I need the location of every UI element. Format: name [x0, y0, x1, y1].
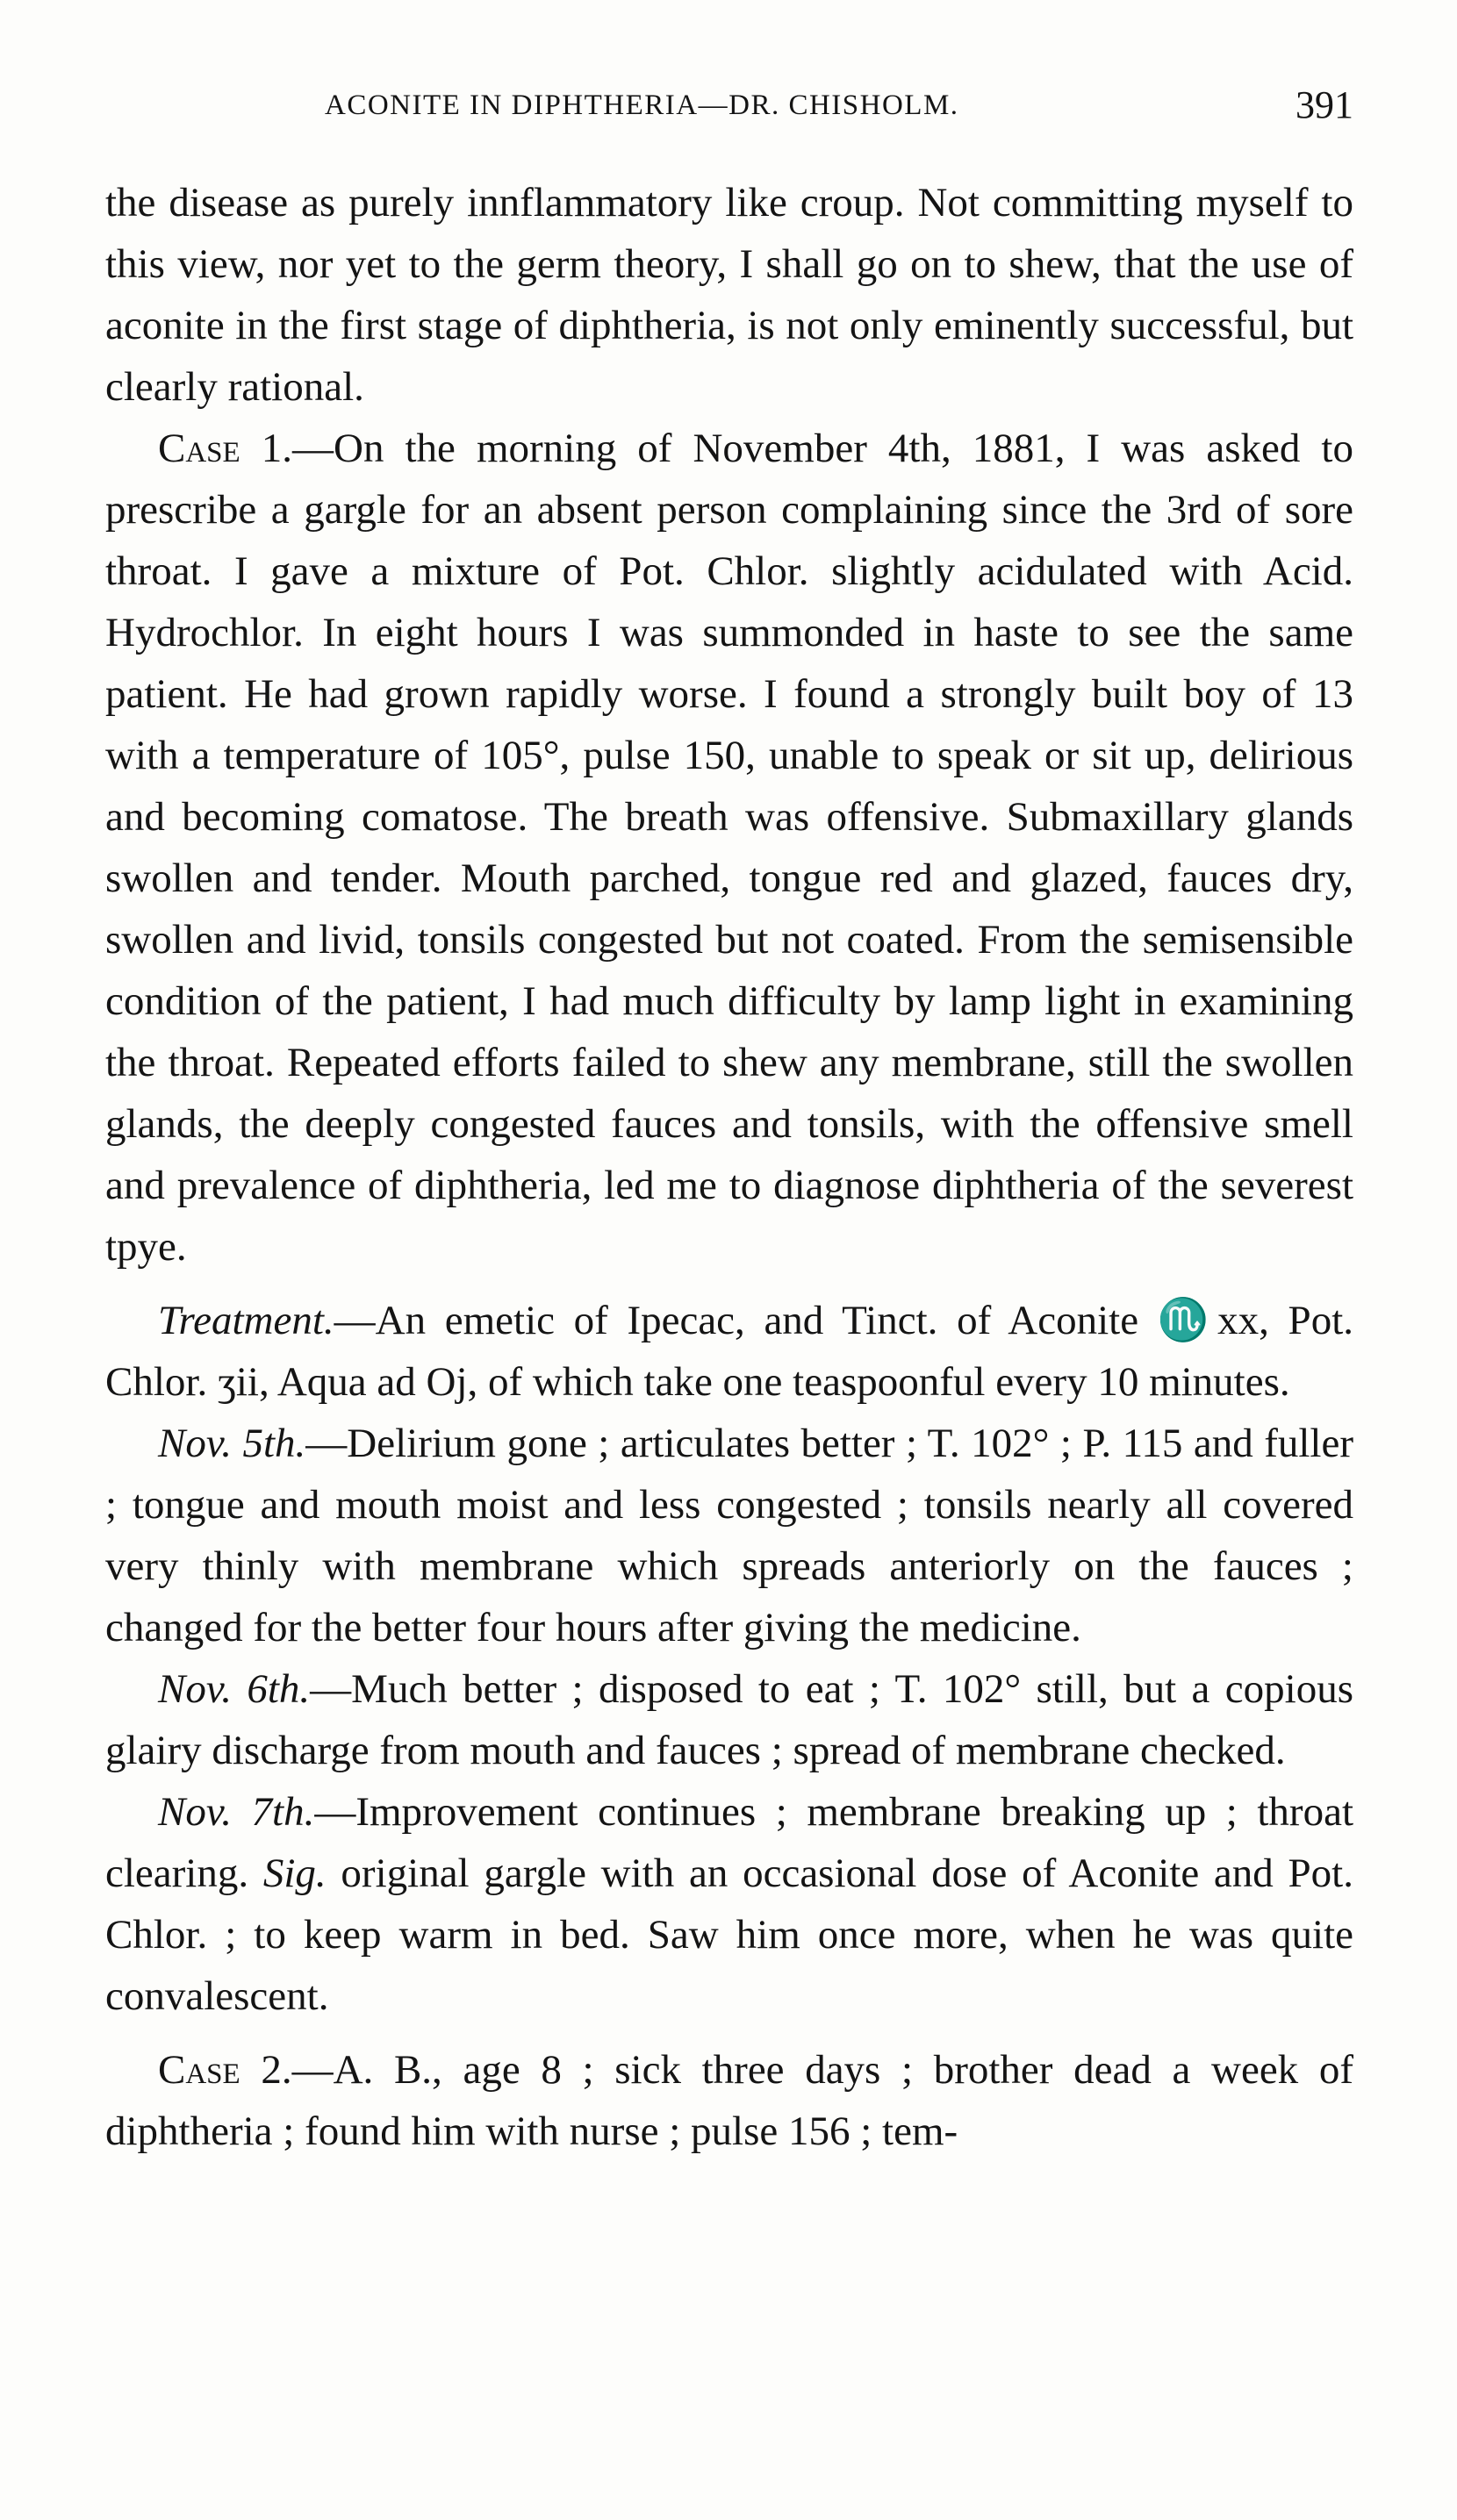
nov-7-sig: Sig. — [262, 1851, 327, 1896]
treatment-text: —An emetic of Ipecac, and Tinct. of Aconite ♏xx, Pot. Chlor. ʒii, Aqua ad Oj, of which take one teaspoonful every 10 minutes. — [105, 1298, 1353, 1405]
nov-5-text: —Delirium gone ; articulates better ; T. 102° ; P. 115 and fuller ; tongue and mouth moist and less congested ; tonsils nearly all covered very thinly with membrane which spreads anteriorly on the fauces ; changed for the better four hours after giving the medicine. — [105, 1421, 1354, 1650]
paragraph-nov-5 — [105, 1413, 1353, 1658]
paragraph-nov-6 — [105, 1658, 1353, 1781]
case-2-label: Case 2. — [158, 2047, 292, 2093]
nov-7-label: Nov. 7th. — [158, 1789, 315, 1835]
running-title: ACONITE IN DIPHTHERIA—DR. CHISHOLM. — [325, 89, 959, 121]
paragraph-case-1 — [105, 418, 1353, 1278]
case-1-text: —On the morning of November 4th, 1881, I was asked to prescribe a gargle for an absent person complaining since the 3rd of sore throat. I gave a mixture of Pot. Chlor. slightly acidulated with Acid. Hydrochlor. In eight hours I was summonded in haste to see the same patient. He had grown rapidly worse. I found a strongly built boy of 13 with a temperature of 105°, pulse 150, unable to speak or sit up, delirious and becoming comatose. The breath was offensive. Submaxillary glands swollen and tender. Mouth parched, tongue red and glazed, fauces dry, swollen and livid, tonsils congested but not coated. From the semisensible condition of the patient, I had much difficulty by lamp light in examining the throat. Repeated efforts failed to shew any membrane, still the swollen glands, the deeply congested fauces and tonsils, with the offensive smell and prevalence of diphtheria, led me to diagnose diphtheria of the severest tpye. — [105, 426, 1353, 1270]
case-1-label: Case 1. — [158, 426, 292, 471]
treatment-label: Treatment. — [158, 1298, 334, 1343]
nov-6-label: Nov. 6th. — [158, 1666, 311, 1712]
nov-7-text-a: —Improvement continues ; membrane breaking up ; throat clearing. — [105, 1789, 1353, 1896]
paragraph-treatment — [105, 1290, 1353, 1413]
paragraph-case-2 — [105, 2039, 1353, 2162]
nov-7-text-b: original gargle with an occasional dose of Aconite and Pot. Chlor. ; to keep warm in bed. Saw him once more, when he was quite convalescent. — [105, 1851, 1353, 2019]
page-header — [105, 81, 1353, 133]
page-number: 391 — [1296, 83, 1353, 126]
nov-5-label: Nov. 5th. — [158, 1421, 306, 1466]
paragraph-nov-7 — [105, 1781, 1353, 2027]
paragraph-intro: the disease as purely innflammatory like croup. Not committing myself to this view, nor yet to the germ theory, I shall go on to shew, that the use of aconite in the first stage of diphtheria, is not only eminently successful, but clearly rational. — [105, 180, 1353, 410]
nov-6-text: —Much better ; disposed to eat ; T. 102° still, but a copious glairy discharge from mouth and fauces ; spread of membrane checked. — [105, 1666, 1353, 1773]
case-2-text: —A. B., age 8 ; sick three days ; brother dead a week of diphtheria ; found him with nurse ; pulse 156 ; tem- — [105, 2047, 1353, 2154]
body-text — [105, 172, 1353, 2162]
